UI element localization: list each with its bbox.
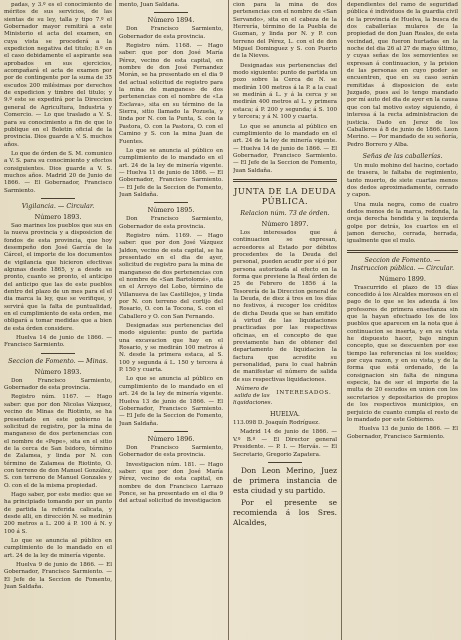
paragraph: Don Francisco Sarmiento, Gobernador de esta provincia. [119,216,223,230]
table-column-liquidaciones: Número de salida de las liquidaciones. [233,386,273,407]
notice-number: Número 1899. [379,274,426,283]
paragraph: Los interesados que á continuacion se expresan, acreedores al Estado por débitos procedentes de la Deuda del personal, pueden acudir por sí ó por persona autorizada al efecto en la forma que previene la Real órden de 25 de Febrero de 1856 á la Tesorería de la Direccion general de la Deuda, de diez á tres en los días no festivos, á recoger los créditos de dicha Deuda que se han emitido á virtud de las liquidaciones practicadas por las respectivas oficinas, en el concepto de que previamente han de obtener del departamento de liquidacion la factura que acredite su personalidad, para lo cual habrán de manifestar el número de salida de sus respectivas liquidaciones. [233,229,337,383]
notice-number: Número 1895. [147,206,195,215]
paragraph: Una mula negra, como de cuatro dedos menos de la marca, redonda, la oreja derecha hendida y la izquierda golpe por detrás, los cuartos en el jamon derecho, cerrada, herrada, igualmente que el mulo. [347,201,458,245]
column-left [4,2,112,638]
paragraph: Lo que se anuncia al público en cumplimiento de lo mandado en el art. 24 de la ley de minería vigente. — Huelva 14 de junio de 1866. — El Gobernador, Francisco Sarmiento. — El Jefe de la Seccion de Fomento, Juan Saldaña. [233,123,337,174]
paragraph: Designadas sus pertenencias del modo siguiente: punto de partida un pozo sobre la Cerca de N. se medirán 100 metros á la P. a la cual se medirán á L. y á la cerca y se medirán 400 metros al L. y primera estaca; á P. 200 y segunda; á S. 100 y tercera; y á N. 100 y cuarta. [233,62,337,121]
signature: Madrid 14 de junio de 1866. — V.º B.º — El Director general Presidente. — P. I. — Hervás. — El Secretario, Gregorio Zapatera. [233,429,337,458]
separator [154,202,188,203]
notice-number: Número 1893. [34,212,82,221]
paragraph: padas, y 3.º es el conocimiento de méritos de sus servicios, de las sientas de su ley, talla y tipo 7.º el Gobernador mayor remitirá a este Ministerio el acta del examen, en cuya vista se procederá a la expedicion negativa del titulo; 8.º en el caso debidamente el aspirante sea aprobados en sus ejercicios, acompañará el acta de examen por por de contingente por la suma de 35 escudos 200 milésimas por derechos de expedicion y timbre del titulo; y 9.º este se expedirá por la Direccion general de Agricultura, Industria y Comercio. — Lo que traslado a V. S. para su conocimiento a fin de que lo publique en el Boletin oficial de la provincia. Dios guarde a V. S. muchos años. [4,2,112,148]
section-heading: Señas de las caballerías. [362,151,443,160]
notice-number: Número 1896. [147,434,195,443]
paragraph: mento, Juan Saldaña. [119,2,180,8]
paragraph: Registro núm. 1169. — Hago saber: que por don José Vázquez Jaldon, vecino de esta capital, se ha presentado en el dia de ayer, solicitud de registro para la mina de manganeso de dos pertenencias con el nombre de «San Bartolomé», sita en el Arroyo del Lobo, término de Villanueva de las Castillejos, y linda por N. con terreno del cortijo del Rosario, O. con la Tocona, S. con el Caballero y O. con San Fernando. [119,232,223,320]
paragraph: Registro núm. 1167. — Hago saber: que por don Nicolas Vázquez, vecino de Minas de Riotinto, se ha presentado en este gobierno la solicitud de registro, por la mina de manganeso de dos pertenencias con el nombre de «Pepe», sita en el sitio de la cerca de San Isidoro, término de Zalamea, y linda por N. con término de Zalamea de Riotinto, O. con terreno de don Manuel González, S. con terreno de Manuel Gonzales y O. con el de la misma propiedad. [4,394,112,489]
table-header [233,386,337,407]
paragraph: Un mulo mohino del hacino, cortado de trasera, le faltaba de regimiento, tanto muerto, de siete cuartas menos dos dedos aproximadamente, cerrado y capon. [347,162,458,199]
signature: Huelva 9 de junio de 1866. — El Gobernador, Francisco Sarmiento. — El Jefe de la Seccion de Fomento, Juan Saldaña. [4,562,112,591]
paragraph: Designadas sus pertenencias del modo siguiente: punto de partida una excavacion que hay en el Rosario, y se medirán 100 metros á N. desde la primera estaca, al S. 100 y segunda á L. 150 y tercera á P. 150 y cuarta. [119,323,223,374]
paragraph: Don Francisco Sarmiento, Gobernador de esta provincia. [4,377,112,392]
separator [154,12,188,13]
paragraph: Hago saber, por este medio: que se ha principiado tomando por un punto de partida la referida calicata, y desde alli, en dirección N. se medirán 200 metros a L. 200 á P. 100 á N. y 100 á S. [4,491,112,535]
paragraph: Lo que se anuncia al público en cumplimiento de lo mandado en el art. 24 de la ley de minería vigente. — Huelva 11 de junio de 1866. — El Gobernador, Francisco Sarmiento. — El Jefe de la Seccion de Fomento, Juan Saldaña. [119,147,223,198]
double-rule [233,179,337,182]
section-title: JUNTA DE LA DEUDA PÚBLICA. [233,185,337,206]
section-heading: Seccion de Fomento. — Instruccion pública. — Circular. [350,255,455,272]
paragraph: Don Francisco Sarmiento, Gobernador de esta provincia. [119,444,223,459]
separator [268,462,302,463]
double-rule [347,250,458,253]
section-heading: Seccion de Fomento. — Minas. [8,356,108,365]
notice-number: Número 1894. [147,16,195,25]
paragraph: Don Francisco Sarmiento, Gobernador de esta provincia. [119,26,223,40]
separator [41,353,75,354]
column-rule-right-2 [341,0,342,640]
signature: Huelva 14 de junio de 1866. — Francisco Sarmiento. [4,335,112,349]
paragraph: Investigacion núm. 181. — Hago saber: que por don José María Pérez, vecino de esta capital, en nombre de don Francisco Larrazo Ponce, se ha presentado en el dia 9 del actual solicitud de investigacion [119,461,223,505]
place-heading: HUELVA. [270,410,300,419]
paragraph-large: Por el presente se recomienda á los Sres. Alcaldes, [233,497,337,527]
paragraph: Lo que de órden de S. M. comunico a V. S. para su conocimiento y efectos consiguientes. Dios guarde a V. S. muchos años. Madrid 20 de Junio de 1866. — El Gobernador, Francisco Sarmiento. [4,150,112,194]
column-rule-left [115,0,116,640]
column-center-right [233,2,337,638]
column-right [347,2,458,638]
paragraph: Lo que se anuncia al público en cumplimiento de lo mandado en el art. 24 de la ley de minería vigente. Huelva 13 de junio de 1866. — El Gobernador, Francisco Sarmiento. — El Jefe de la Seccion de Fomento, Juan Saldaña. [119,376,223,427]
paragraph: Lo que se anuncia al público en cumplimiento de lo mandado en el art. 24 de la ley de minería vigente. [4,538,112,559]
paragraph-large: Don Leon Merino, Juez de primera instancia de esta ciudad y su partido. [233,465,337,495]
separator [154,431,188,432]
notice-number: Número 1897. [261,219,309,228]
paragraph: Registro núm. 1168. — Hago saber: que por don José María Pérez, vecino de esta capital, en nombre de don José Fernandez Morán, se ha presentado en el dia 9 del actual solicitud de registro para la mina de manganeso de dos pertenencias con el nombre de «La Esclava», sita en su término de la Sierra, sitio llamado la Pozuela, y linda por N. con la Punta, S. con la Pastora, O. con la Pastora, O. con el Camino y S. con la mina Juan de Fuentes. [119,43,223,145]
paragraph: Trascurrido el plazo de 15 días concedido á los Alcaldes morosos en el pago de lo que se les adeuda á los profesores de primera enseñanza sin que la hayan efectuado los de los pueblos que aparecen en la nota que á continuacion se inserta, y en su vista he dispuesto hacer, bajo ningun concepto, que se descuenten por ese tiempo las referencias ni los sueldos; por cuya razon, y en su vista, y de la forma que está ordenado, de la consignacion sin falta de ninguna especie, ha de ser el importe de la multa de 20 escudos en union con los secretarios y depositarios de propios de los respectivos municipios, en perjuicio de cuanto cumpla el resto de lo mandado por este Gobierno. [347,284,458,423]
section-heading: Vigilancia. — Circular. [21,201,95,210]
table-column-interesados: INTERESADOS. [276,390,332,397]
column-rule-right [228,0,229,640]
paragraph: cion para la mina de dos pertenencias con el nombre de «San Servando», sita en el cabeza de la Herrería, término de la Puebla de Guzman, y linda por N. y P. con terreno del Pérez, L. con el de don Miguel Dominguez y S. con Puerto de la Nieves. [233,2,337,60]
signature: Huelva 13 de junio de 1866. — El Gobernador, Francisco Sarmiento. [347,426,458,440]
section-subtitle: Relacion núm. 73 de órden. [240,208,330,217]
paragraph: Sao marines los pueblos que sus en la nueva provincia y a disposicion de fondos de esta provincia, que hoy desempeño don José García de la Cárcel, el importe de los documentos de vigilancia que hicieron efectivas algunas desde 1865, y a desde su pronto, cuanto se pronto, el anticipo del anticipo que las de este pueblos dentro del plazo de un mes para el el dia marca la ley, que se verifique, y servirá que la falta de puntualidad, en el cumplimiento de esta orden, me obligará a tomar medidas que a bien de esta órden considere. [4,222,112,332]
list-item: 113.098 D. Joaquín Rodríguez. [233,420,320,427]
paragraph: dependientes del ramo de seguridad pública é individuos de la guardia civil de la provincia de Huelva, la busca de dos caballerías mulares de la propiedad de don Juan Reales, de esta vecindad, que fueron hurtadas en la noche del dia 26 al 27 de mayo último, y cuyas señas de los semovientes se expresan á continuacion, y la prision de las personas en cuyo poder se encuentren, que en su caso serán remitidas á disposicion de este Juzgado, pues así lo tengo mandado por mí auto del dia de ayer en la causa que con tal motivo estoy siguiendo, é interesa á la recta administracion de justicia. Dado en Jerez de los Caballeros á 8 de junio de 1866. Leon Merino. — Por mandado de su señoría, Pedro Borrero y Alba. [347,2,458,148]
column-middle [119,2,223,638]
separator [41,198,75,199]
notice-number: Número 1893. [34,367,82,376]
